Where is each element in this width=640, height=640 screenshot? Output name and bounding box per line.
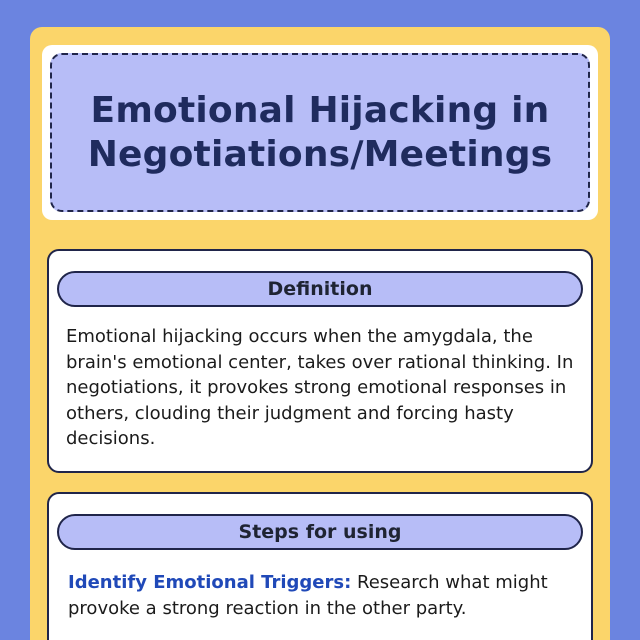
definition-heading-pill bbox=[57, 271, 583, 307]
step-item bbox=[68, 570, 583, 621]
title-card bbox=[42, 45, 598, 220]
step-text: Research what might provoke a strong reaction in the other party. bbox=[68, 572, 548, 619]
definition-card bbox=[47, 249, 593, 473]
definition-text: Emotional hijacking occurs when the amygdala, the brain's emotional center, takes over rational thinking. In negotiations, it provokes strong emotional responses in others, clouding their judgment and forcing hasty decisions. bbox=[66, 326, 574, 449]
content-panel bbox=[30, 27, 610, 640]
steps-card bbox=[47, 492, 593, 640]
definition-heading: Definition bbox=[267, 278, 373, 300]
title-banner bbox=[50, 53, 590, 212]
page-title: Emotional Hijacking in Negotiations/Meetings bbox=[87, 89, 553, 175]
step-label: Identify Emotional Triggers: bbox=[68, 572, 352, 593]
steps-heading: Steps for using bbox=[238, 521, 402, 543]
steps-heading-pill bbox=[57, 514, 583, 550]
